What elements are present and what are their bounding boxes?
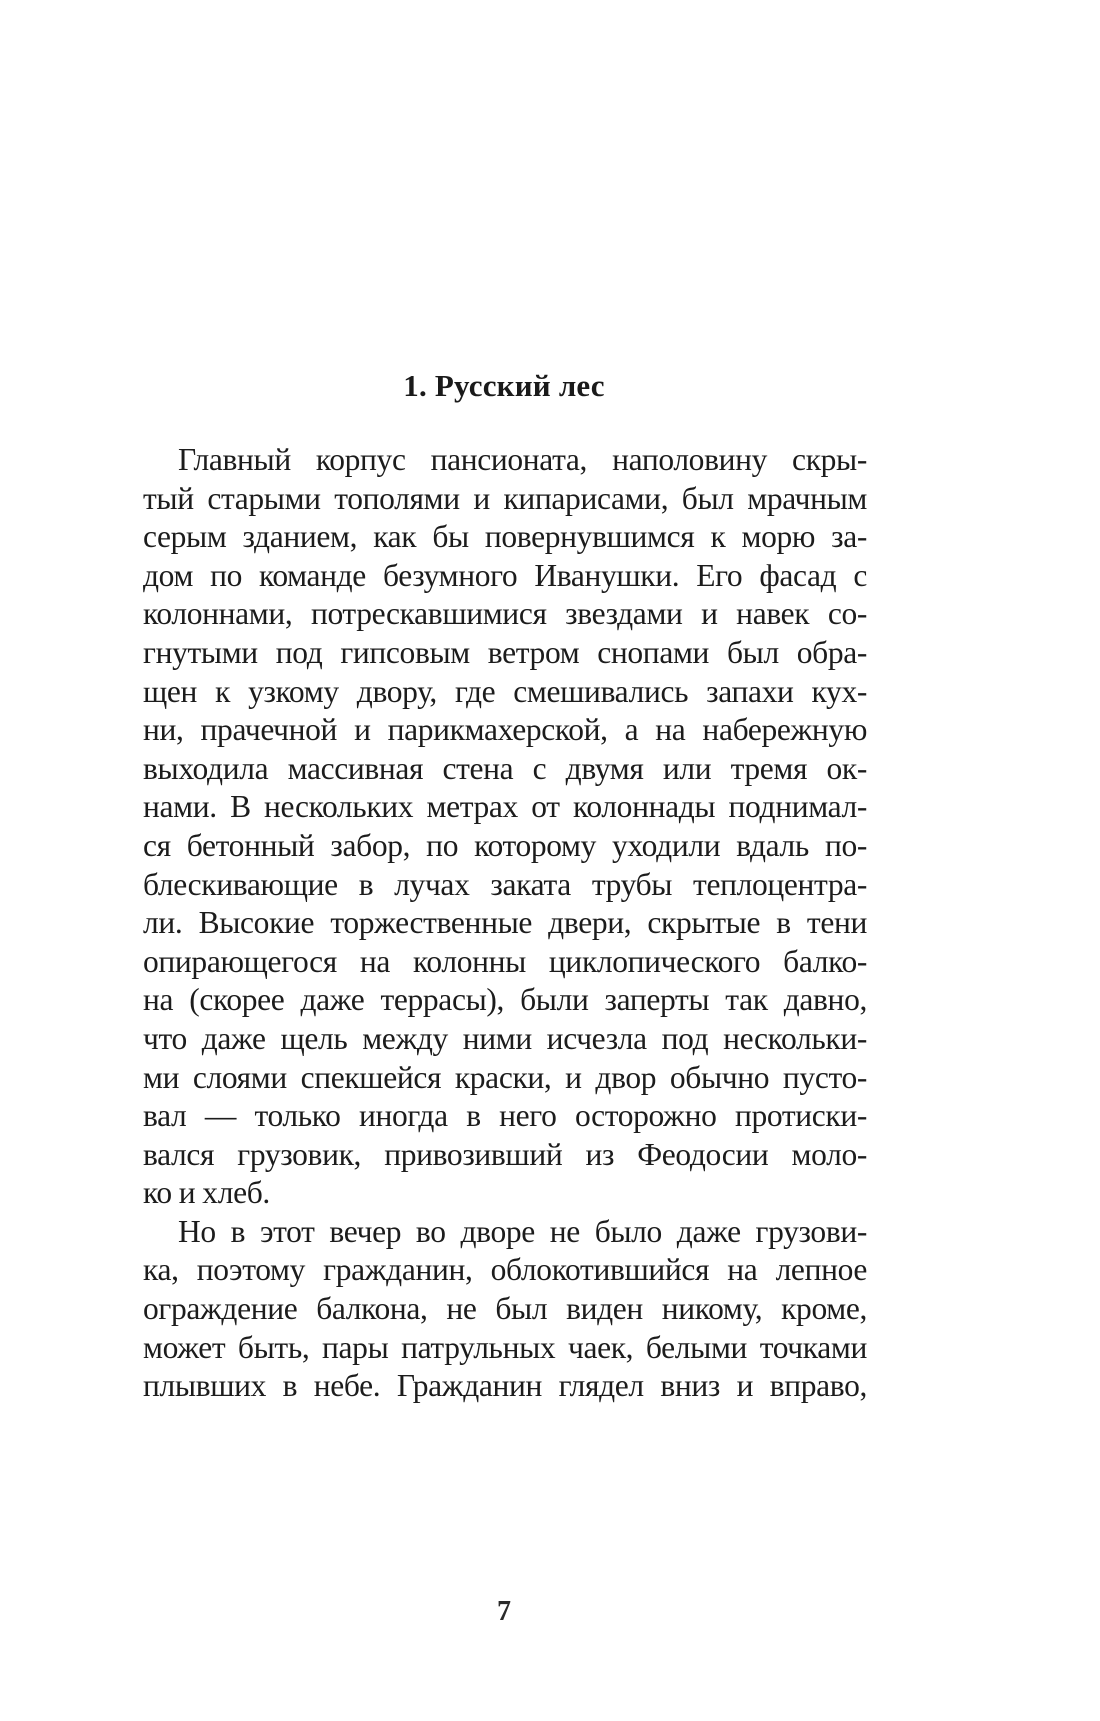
chapter-title: 1. Русский лес — [403, 368, 605, 403]
text-line: ко и хлеб. — [143, 1175, 270, 1211]
text-line: ограждение балкона, не был виден никому, кроме, — [143, 1291, 867, 1327]
paragraph — [143, 1213, 867, 1406]
text-line: Главный корпус пансионата, наполовину скры- — [178, 442, 867, 477]
text-line: щен к узкому двору, где смешивались запахи кух- — [143, 673, 867, 709]
text-line: ни, прачечной и парикмахерской, а на набережную — [143, 712, 867, 748]
body-text — [143, 441, 867, 1406]
text-line: гнутыми под гипсовым ветром снопами был обра- — [143, 634, 867, 670]
text-line: вал — только иногда в него осторожно протиски- — [143, 1098, 867, 1134]
text-line: ка, поэтому гражданин, облокотившийся на лепное — [143, 1252, 867, 1288]
text-line: колоннами, потрескавшимися звездами и навек со- — [143, 596, 867, 632]
text-line: плывших в небе. Гражданин глядел вниз и вправо, — [143, 1368, 867, 1404]
text-line: ми слоями спекшейся краски, и двор обычно пусто- — [143, 1059, 867, 1095]
text-line: нами. В нескольких метрах от колоннады поднимал- — [143, 789, 867, 825]
page-number: 7 — [497, 1596, 511, 1627]
paragraph — [143, 441, 867, 1213]
text-line: блескивающие в лучах заката трубы теплоцентра- — [143, 866, 867, 902]
text-line: на (скорее даже террасы), были заперты так давно, — [143, 982, 867, 1018]
text-line: ли. Высокие торжественные двери, скрытые в тени — [143, 905, 867, 941]
text-line: может быть, пары патрульных чаек, белыми точками — [143, 1329, 867, 1365]
text-line: серым зданием, как бы повернувшимся к морю за- — [143, 519, 867, 555]
text-line: тый старыми тополями и кипарисами, был мрачным — [143, 480, 867, 516]
text-line: ся бетонный забор, по которому уходили вдаль по- — [143, 827, 867, 863]
text-line: выходила массивная стена с двумя или тремя ок- — [143, 750, 867, 786]
text-line: что даже щель между ними исчезла под нескольки- — [143, 1020, 867, 1056]
text-line: вался грузовик, привозивший из Феодосии моло- — [143, 1136, 867, 1172]
text-line: дом по команде безумного Иванушки. Его фасад с — [143, 557, 867, 593]
text-line: Но в этот вечер во дворе не было даже грузови- — [178, 1213, 867, 1249]
text-line: опирающегося на колонны циклопического балко- — [143, 943, 867, 979]
